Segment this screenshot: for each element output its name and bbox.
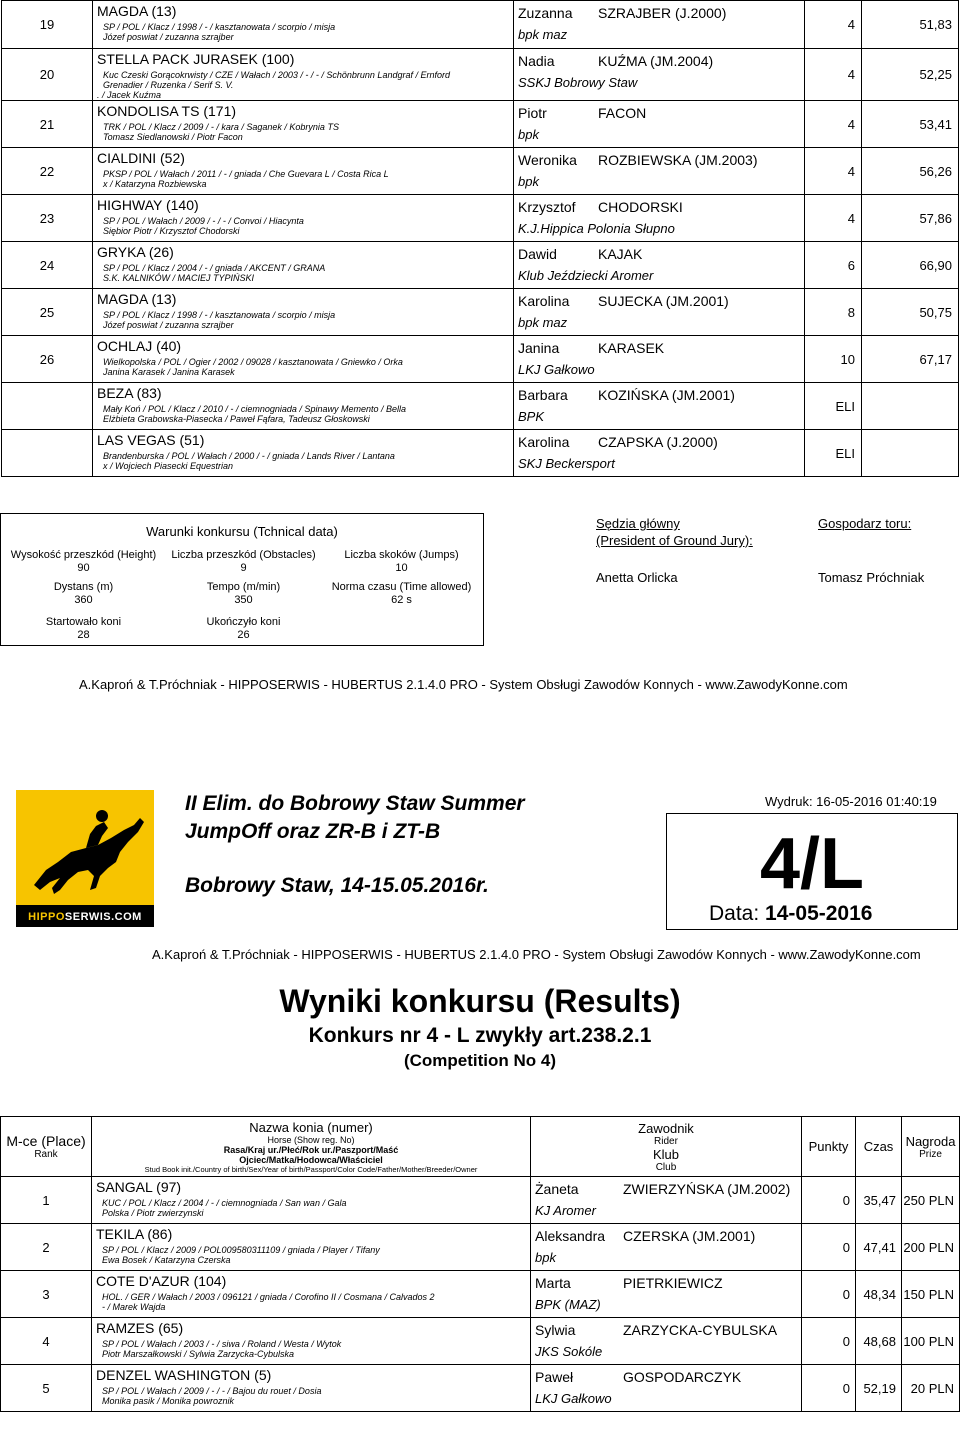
rider-last: SUJECKA (JM.2001)	[598, 293, 729, 309]
time-allowed-value: 62 s	[391, 594, 412, 606]
rider-name	[535, 1228, 801, 1244]
rider-last: PIETRKIEWICZ	[623, 1275, 723, 1291]
horse-cell	[92, 1365, 531, 1412]
time-cell: 50,75	[862, 289, 959, 336]
time-cell	[862, 430, 959, 477]
host-label: Gospodarz toru:	[818, 516, 912, 531]
time-cell: 47,41	[856, 1224, 902, 1271]
time-cell: 57,86	[862, 195, 959, 242]
horse-owner: Siębior Piotr / Krzysztof Chodorski	[103, 226, 240, 236]
judge-name: Anetta Orlicka	[596, 570, 678, 585]
horse-details: SP / POL / Klacz / 2004 / - / gniada / AKCENT / GRANA	[103, 263, 326, 273]
points-cell: 0	[802, 1177, 856, 1224]
host-name: Tomasz Próchniak	[818, 570, 925, 585]
col-rider	[531, 1117, 802, 1177]
horse-owner: Monika pasik / Monika powroznik	[102, 1396, 235, 1406]
rider-cell	[514, 430, 805, 477]
horse-name: COTE D'AZUR (104)	[96, 1273, 227, 1289]
time-cell: 48,34	[856, 1271, 902, 1318]
rider-cell	[514, 242, 805, 289]
rider-first: Żaneta	[535, 1181, 579, 1197]
col-club-en: Club	[655, 1161, 677, 1173]
rank-cell: 19	[2, 1, 93, 49]
category-box	[666, 813, 958, 930]
rider-last: ROZBIEWSKA (JM.2003)	[598, 152, 758, 168]
rider-last: FACON	[598, 105, 647, 121]
event-title-line1: II Elim. do Bobrowy Staw Summer	[185, 792, 525, 815]
time-cell: 66,90	[862, 242, 959, 289]
col-horse-label: Nazwa konia (numer)	[249, 1119, 373, 1135]
started-value: 28	[77, 629, 90, 641]
time-cell: 35,47	[856, 1177, 902, 1224]
time-cell: 52,19	[856, 1365, 902, 1412]
conditions-title: Warunki konkursu (Tchnical data)	[146, 524, 338, 539]
result-row	[1, 1271, 960, 1318]
competition-number: (Competition No 4)	[403, 1051, 557, 1070]
competition-name: Konkurs nr 4 - L zwykły art.238.2.1	[308, 1024, 652, 1047]
time-cell: 52,25	[862, 49, 959, 101]
horse-details: Wielkopolska / POL / Ogier / 2002 / 09028 / kasztanowata / Gniewko / Orka	[103, 357, 403, 367]
rider-club: K.J.Hippica Polonia Słupno	[518, 221, 675, 236]
competition-date	[709, 902, 872, 926]
horse-owner: Józef poswiat / zuzanna szrajber	[103, 32, 234, 42]
col-rank-label: Rank	[34, 1149, 58, 1160]
rider-first: Krzysztof	[518, 199, 576, 215]
rider-last: KARASEK	[598, 340, 665, 356]
rider-first: Janina	[518, 340, 560, 356]
rider-first: Karolina	[518, 434, 570, 450]
col-rider-en: Rider	[654, 1135, 678, 1147]
horse-cell	[92, 1318, 531, 1365]
rider-name	[535, 1275, 801, 1291]
judge-label	[596, 516, 753, 548]
rider-club: bpk	[518, 127, 539, 142]
rider-cell	[514, 101, 805, 148]
rank-cell: 26	[2, 336, 93, 383]
prize-cell: 100 PLN	[902, 1318, 960, 1365]
col-place-label: M-ce (Place)	[6, 1133, 86, 1149]
points-cell: 4	[805, 101, 862, 148]
rider-club: bpk	[535, 1250, 556, 1265]
horse-details: SP / POL / Klacz / 2009 / POL009580311109 / gniada / Player / Tifany	[102, 1245, 380, 1255]
rider-club: JKS Sokóle	[535, 1344, 603, 1359]
rider-club: BPK (MAZ)	[535, 1297, 601, 1312]
rank-cell: 25	[2, 289, 93, 336]
result-row	[2, 383, 959, 430]
rider-name	[535, 1322, 801, 1338]
date-value: 14-05-2016	[765, 902, 873, 925]
col-time: Czas	[856, 1117, 902, 1177]
horse-cell	[93, 289, 514, 336]
rider-cell	[514, 195, 805, 242]
date-label: Data:	[709, 902, 760, 925]
horse-cell	[93, 195, 514, 242]
place-cell: 3	[1, 1271, 92, 1318]
points-cell: 6	[805, 242, 862, 289]
points-cell: 4	[805, 148, 862, 195]
points-cell: ELI	[805, 430, 862, 477]
col-rider-label: Zawodnik	[638, 1120, 694, 1136]
result-row	[1, 1318, 960, 1365]
logo-text-b: SERWIS.COM	[64, 911, 142, 923]
points-cell: 0	[802, 1224, 856, 1271]
rider-name	[518, 293, 804, 309]
rider-club: bpk maz	[518, 27, 568, 42]
obstacles-label: Liczba przeszkód (Obstacles)	[171, 549, 316, 561]
tempo-value: 350	[234, 594, 253, 606]
horse-owner: Ewa Bosek / Katarzyna Czerska	[102, 1255, 231, 1265]
horse-cell	[93, 49, 514, 101]
horse-cell	[93, 1, 514, 49]
rider-club: KJ Aromer	[535, 1203, 596, 1218]
horse-cell	[92, 1177, 531, 1224]
result-row	[1, 1224, 960, 1271]
horse-owner: Tomasz Siedlanowski / Piotr Facon	[103, 132, 243, 142]
rider-first: Paweł	[535, 1369, 574, 1385]
started-label: Startowało koni	[45, 616, 122, 628]
rider-first: Sylwia	[535, 1322, 576, 1338]
place-cell: 1	[1, 1177, 92, 1224]
horse-cell	[93, 242, 514, 289]
horse-name: OCHLAJ (40)	[97, 338, 182, 354]
horse-owner: Grenadier / Ruzenka / Serif S. V.	[103, 80, 234, 90]
horse-owner: - / Marek Wajda	[102, 1302, 166, 1312]
print-date: Wydruk: 16-05-2016 01:40:19	[765, 794, 937, 809]
rider-club: SSKJ Bobrowy Staw	[518, 75, 638, 90]
horse-name: MAGDA (13)	[97, 3, 177, 19]
rider-name	[535, 1369, 801, 1385]
horse-details: Mały Koń / POL / Klacz / 2010 / - / ciemnogniada / Spinawy Memento / Bella	[103, 404, 406, 414]
horse-details: KUC / POL / Klacz / 2004 / - / ciemnogniada / San wan / Gala	[102, 1198, 347, 1208]
rider-last: KOZIŃSKA (JM.2001)	[598, 387, 735, 403]
rider-cell	[531, 1271, 802, 1318]
col-horse-info: Rasa/Kraj ur./Płeć/Rok ur./Paszport/Maść	[223, 1144, 399, 1155]
rider-name	[518, 340, 804, 356]
rider-club: BPK	[518, 409, 545, 424]
horse-cell	[92, 1224, 531, 1271]
horse-details: SP / POL / Wałach / 2003 / - / siwa / Roland / Westa / Wytok	[102, 1339, 342, 1349]
horse-details: PKSP / POL / Wałach / 2011 / - / gniada / Che Guevara L / Costa Rica L	[103, 169, 389, 179]
rider-cell	[531, 1177, 802, 1224]
result-row	[2, 49, 959, 101]
rider-club: LKJ Gałkowo	[535, 1391, 612, 1406]
distance-label: Dystans (m)	[53, 581, 114, 593]
rank-cell: 21	[2, 101, 93, 148]
result-row	[2, 195, 959, 242]
rider-last: KUŹMA (JM.2004)	[598, 53, 714, 69]
software-footer-2: A.Kaproń & T.Próchniak - HIPPOSERWIS - HUBERTUS 2.1.4.0 PRO - System Obsługi Zawodów Konnych - www.ZawodyKonne.com	[152, 947, 921, 962]
rider-first: Dawid	[518, 246, 557, 262]
rider-cell	[514, 1, 805, 49]
horse-cell	[92, 1271, 531, 1318]
points-cell: 4	[805, 49, 862, 101]
prize-cell: 200 PLN	[902, 1224, 960, 1271]
horse-owner-cont: . / Jacek Kuźma	[97, 90, 162, 100]
rider-last: CZAPSKA (J.2000)	[598, 434, 718, 450]
result-row	[2, 242, 959, 289]
rider-last: ZARZYCKA-CYBULSKA	[623, 1322, 778, 1338]
horse-name: CIALDINI (52)	[97, 150, 185, 166]
time-cell	[862, 383, 959, 430]
horse-cell	[93, 430, 514, 477]
time-cell: 48,68	[856, 1318, 902, 1365]
software-footer: A.Kaproń & T.Próchniak - HIPPOSERWIS - HUBERTUS 2.1.4.0 PRO - System Obsługi Zawodów Konnych - www.ZawodyKonne.com	[79, 677, 848, 692]
col-place	[1, 1117, 92, 1177]
rider-club: bpk	[518, 174, 539, 189]
horse-details: SP / POL / Klacz / 1998 / - / kasztanowata / scorpio / misja	[103, 310, 336, 320]
event-place: Bobrowy Staw, 14-15.05.2016r.	[185, 874, 489, 897]
horse-owner: Piotr Marszałkowski / Sylwia Zarzycka-Cybulska	[102, 1349, 295, 1359]
rider-last: ZWIERZYŃSKA (JM.2002)	[623, 1181, 791, 1197]
rider-club: Klub Jeździecki Aromer	[518, 268, 654, 283]
rider-first: Aleksandra	[535, 1228, 606, 1244]
rider-name	[518, 387, 804, 403]
rank-cell	[2, 430, 93, 477]
horse-cell	[93, 383, 514, 430]
place-cell: 5	[1, 1365, 92, 1412]
points-cell: 0	[802, 1271, 856, 1318]
rank-cell: 23	[2, 195, 93, 242]
conditions-box	[0, 513, 484, 646]
col-horse-en: Horse (Show reg. No)	[267, 1134, 355, 1145]
time-cell: 51,83	[862, 1, 959, 49]
rider-name	[518, 152, 804, 168]
logo-text-a: HIPPO	[28, 911, 65, 923]
rider-first: Piotr	[518, 105, 547, 121]
rider-name	[518, 105, 804, 121]
horse-owner: Józef poswiat / zuzanna szrajber	[103, 320, 234, 330]
rider-last: CHODORSKI	[598, 199, 683, 215]
col-horse-info-en: Stud Book init./Country of birth/Sex/Year of birth/Passport/Color Code/Father/Mother/Breeder/Owner	[144, 1164, 478, 1174]
col-prize-en: Prize	[919, 1148, 942, 1160]
horse-details: HOL. / GER / Wałach / 2003 / 096121 / gniada / Corofino II / Cosmana / Calvados 2	[102, 1292, 435, 1302]
col-prize-label: Nagroda	[905, 1133, 956, 1149]
col-horse	[92, 1117, 531, 1177]
rider-last: KAJAK	[598, 246, 643, 262]
horse-owner: S.K. KALNIKÓW / MACIEJ TYPIŃSKI	[103, 273, 255, 283]
horse-name: RAMZES (65)	[96, 1320, 184, 1336]
horse-name: HIGHWAY (140)	[97, 197, 199, 213]
time-cell: 53,41	[862, 101, 959, 148]
result-row	[2, 148, 959, 195]
rider-cell	[514, 336, 805, 383]
rider-club: bpk maz	[518, 315, 568, 330]
jumps-value: 10	[395, 562, 408, 574]
points-cell: 0	[802, 1318, 856, 1365]
rider-club: LKJ Gałkowo	[518, 362, 595, 377]
horse-owner: Elżbieta Grabowska-Piasecka / Paweł Fąfara, Tadeusz Głoskowski	[103, 414, 370, 424]
points-cell: 4	[805, 1, 862, 49]
horse-details: SP / POL / Wałach / 2009 / - / - / Bajou du rouet / Dosia	[102, 1386, 322, 1396]
category-code: 4/L	[759, 824, 865, 904]
col-horse-info2: Ojciec/Matka/Hodowca/Właściciel	[239, 1154, 383, 1165]
event-title-line2: JumpOff oraz ZR-B i ZT-B	[185, 820, 441, 843]
horse-name: TEKILA (86)	[96, 1226, 173, 1242]
rider-first: Nadia	[518, 53, 555, 69]
time-allowed-label: Norma czasu (Time allowed)	[331, 581, 472, 593]
rider-cell	[514, 289, 805, 336]
horse-cell	[93, 148, 514, 195]
result-row	[2, 289, 959, 336]
hipposerwis-logo	[16, 790, 154, 927]
judge-label-pl: Sędzia główny	[596, 516, 680, 531]
logo-text	[16, 911, 154, 923]
rider-name	[518, 246, 804, 262]
rider-first: Zuzanna	[518, 5, 573, 21]
points-cell: 0	[802, 1365, 856, 1412]
finished-value: 26	[237, 629, 250, 641]
rider-last: GOSPODARCZYK	[623, 1369, 742, 1385]
result-row	[1, 1177, 960, 1224]
height-label: Wysokość przeszkód (Height)	[10, 549, 157, 561]
horse-name: LAS VEGAS (51)	[97, 432, 205, 448]
rider-first: Marta	[535, 1275, 571, 1291]
obstacles-value: 9	[240, 562, 247, 574]
rider-cell	[531, 1365, 802, 1412]
time-cell: 56,26	[862, 148, 959, 195]
points-cell: 8	[805, 289, 862, 336]
jumps-label: Liczba skoków (Jumps)	[344, 549, 459, 561]
rider-cell	[531, 1224, 802, 1271]
col-club-label: Klub	[652, 1146, 680, 1162]
horse-details: SP / POL / Wałach / 2009 / - / - / Convoi / Hiacynta	[103, 216, 304, 226]
result-row	[2, 101, 959, 148]
result-row	[2, 430, 959, 477]
horse-jumper-icon	[16, 790, 154, 905]
rider-first: Karolina	[518, 293, 570, 309]
rider-first: Barbara	[518, 387, 568, 403]
horse-cell	[93, 336, 514, 383]
horse-details: SP / POL / Klacz / 1998 / - / kasztanowata / scorpio / misja	[103, 22, 336, 32]
rank-cell: 20	[2, 49, 93, 101]
horse-name: SANGAL (97)	[96, 1179, 182, 1195]
rider-name	[518, 199, 804, 215]
results-header-row	[1, 1117, 960, 1177]
horse-details: TRK / POL / Klacz / 2009 / - / kara / Saganek / Kobrynia TS	[103, 122, 339, 132]
points-cell: 4	[805, 195, 862, 242]
tempo-label: Tempo (m/min)	[206, 581, 281, 593]
prize-cell: 150 PLN	[902, 1271, 960, 1318]
distance-value: 360	[74, 594, 93, 606]
rider-name	[518, 5, 804, 21]
rider-name	[535, 1181, 801, 1197]
prize-cell: 250 PLN	[902, 1177, 960, 1224]
result-row	[1, 1365, 960, 1412]
horse-name: STELLA PACK JURASEK (100)	[97, 51, 295, 67]
rider-name	[518, 434, 804, 450]
horse-owner: Polska / Piotr zwierzynski	[102, 1208, 204, 1218]
horse-name: DENZEL WASHINGTON (5)	[96, 1367, 272, 1383]
horse-name: BEZA (83)	[97, 385, 162, 401]
results-table-continued	[1, 0, 959, 477]
place-cell: 4	[1, 1318, 92, 1365]
height-value: 90	[77, 562, 90, 574]
rider-cell	[514, 383, 805, 430]
rider-last: SZRAJBER (J.2000)	[598, 5, 727, 21]
rank-cell: 22	[2, 148, 93, 195]
rider-club: SKJ Beckersport	[518, 456, 615, 471]
horse-details: Kuc Czeski Gorącokrwisty / CZE / Wałach / 2003 / - / - / Schönbrunn Landgraf / Ernford	[103, 70, 450, 80]
col-prize	[902, 1117, 960, 1177]
horse-owner: x / Katarzyna Rozbiewska	[103, 179, 207, 189]
place-cell: 2	[1, 1224, 92, 1271]
points-cell: 10	[805, 336, 862, 383]
time-cell: 67,17	[862, 336, 959, 383]
rider-first: Weronika	[518, 152, 577, 168]
horse-name: MAGDA (13)	[97, 291, 177, 307]
horse-details: Brandenburska / POL / Wałach / 2000 / - / gniada / Lands River / Lantana	[103, 451, 395, 461]
horse-owner: x / Wojciech Piasecki Equestrian	[103, 461, 234, 471]
rider-last: CZERSKA (JM.2001)	[623, 1228, 756, 1244]
horse-name: KONDOLISA TS (171)	[97, 103, 237, 119]
horse-owner: Janina Karasek / Janina Karasek	[103, 367, 235, 377]
result-row	[2, 336, 959, 383]
col-points: Punkty	[802, 1117, 856, 1177]
judge-label-en: (President of Ground Jury):	[596, 533, 753, 548]
prize-cell: 20 PLN	[902, 1365, 960, 1412]
rank-cell: 24	[2, 242, 93, 289]
results-title: Wyniki konkursu (Results)	[279, 983, 681, 1019]
rider-name	[518, 53, 804, 69]
horse-name: GRYKA (26)	[97, 244, 174, 260]
points-cell: ELI	[805, 383, 862, 430]
results-table	[0, 1116, 960, 1412]
rider-cell	[531, 1318, 802, 1365]
finished-label: Ukończyło koni	[206, 616, 281, 628]
rank-cell	[2, 383, 93, 430]
rider-cell	[514, 148, 805, 195]
rider-cell	[514, 49, 805, 101]
result-row	[2, 1, 959, 49]
horse-cell	[93, 101, 514, 148]
